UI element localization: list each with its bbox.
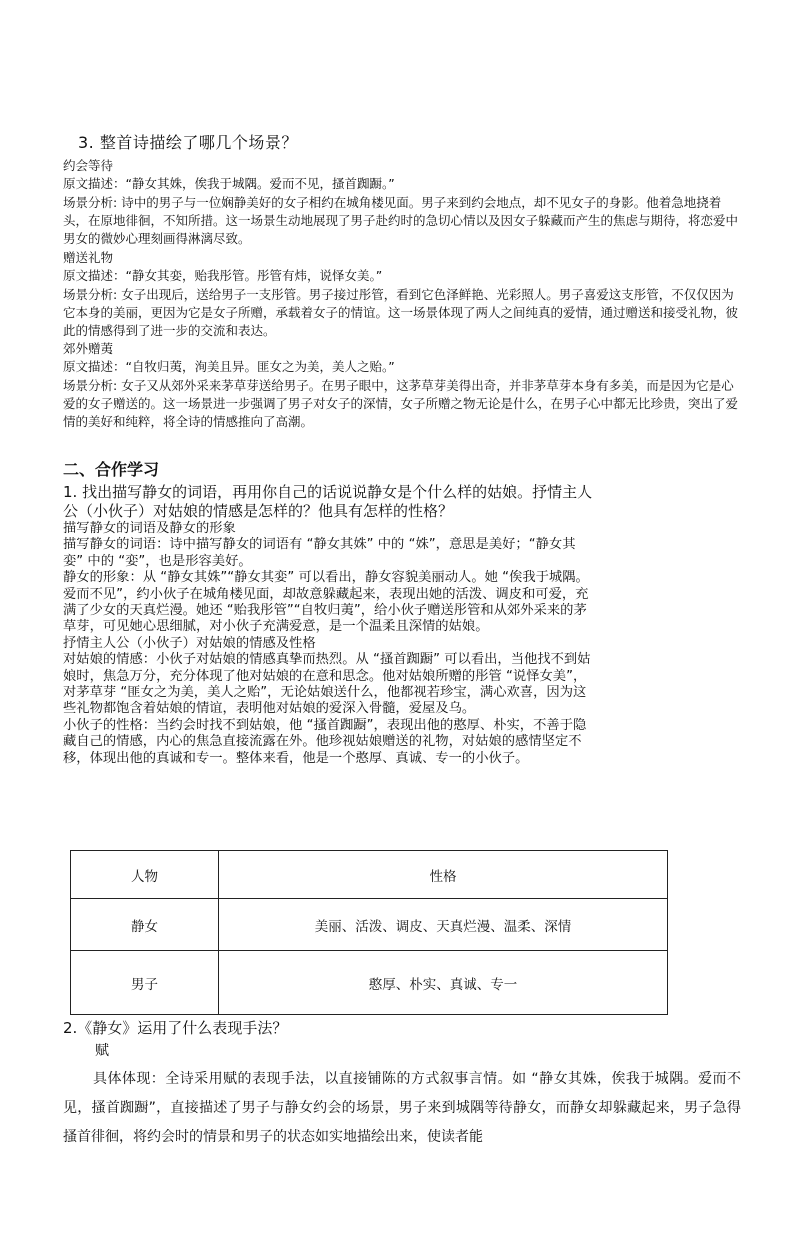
- technique-label: 赋: [95, 1043, 109, 1059]
- table-row: [71, 899, 668, 951]
- scene-analysis: [63, 286, 738, 341]
- cooperative-q1-block: [63, 483, 593, 767]
- table-header-row: [71, 851, 668, 899]
- scene-analysis: [63, 194, 738, 249]
- analysis-text: 女子出现后，送给男子一支彤管。男子接过彤管，看到它色泽鲜艳、光彩照人。男子喜爱这支彤管，不仅仅因为它本身的美丽，更因为它是女子所赠，承载着女子的情谊。这一场景体现了两人之间纯真的爱情，通过赠送和接受礼物，彼此的情感得到了进一步的交流和表达。: [63, 286, 739, 339]
- table-header-cell: 人物: [71, 851, 219, 899]
- technique-explanation: 具体体现：全诗采用赋的表现手法，以直接铺陈的方式叙事言情。如 “静女其姝，俟我于城隅。爱而不见，搔首踟蹰”，直接描述了男子与静女约会的场景，男子来到城隅等待静女，而静女却躲藏起来，男子急得搔首徘徊，将约会时的情景和男子的状态如实地描绘出来，使读者能: [63, 1071, 741, 1145]
- table-cell: 静女: [71, 899, 219, 951]
- question-1-heading: 1. 找出描写静女的词语，再用你自己的话说说静女是个什么样的姑娘。抒情主人公（小伙子）对姑娘的情感是怎样的？他具有怎样的性格？: [63, 483, 593, 520]
- quote-label: 原文描述：: [63, 359, 126, 375]
- analysis-label: 场景分析:: [63, 194, 118, 210]
- quote-label: 原文描述：: [63, 176, 126, 192]
- table-row: [71, 951, 668, 1015]
- quote-text: “静女其姝，俟我于城隅。爱而不见，搔首踟蹰。”: [125, 176, 395, 192]
- scene-title: 赠送礼物: [63, 250, 114, 265]
- character-table: [70, 850, 668, 1015]
- analysis-text: 女子又从郊外采来茅草芽送给男子。在男子眼中，这茅草芽美得出奇，并非茅草芽本身有多美，而是因为它是心爱的女子赠送的。这一场景进一步强调了男子对女子的深情，女子所赠之物无论是什么，在男子心中都无比珍贵，突出了爱情的美好和纯粹，将全诗的情感推向了高潮。: [63, 377, 739, 430]
- section-2-title: 二、合作学习: [63, 460, 160, 479]
- table-cell: 憨厚、朴实、真诚、专一: [219, 951, 668, 1015]
- paragraph: 描写静女的词语：诗中描写静女的词语有 “静女其姝” 中的 “姝”，意思是美好；“静女其娈” 中的 “娈”，也是形容美好。: [63, 537, 576, 569]
- scene-analysis: [63, 377, 738, 432]
- scene-quote: [63, 267, 738, 285]
- scene-quote: [63, 175, 738, 193]
- quote-text: “静女其娈，贻我彤管。彤管有炜，说怿女美。”: [125, 268, 383, 284]
- paragraph: 静女的形象：从 “静女其姝”“静女其娈” 可以看出，静女容貌美丽动人。她 “俟我于城隅。爱而不见”，约小伙子在城角楼见面，却故意躲藏起来，表现出她的活泼、调皮和可爱，充满了少女的天真烂漫。她还 “贻我彤管”“自牧归荑”，给小伙子赠送彤管和从郊外采来的茅草芽，可见她心思细腻，对小伙子充满爱意，是一个温柔且深情的姑娘。: [63, 570, 589, 635]
- scene-title: 约会等待: [63, 158, 114, 173]
- paragraph: 对姑娘的情感：小伙子对姑娘的情感真挚而热烈。从 “搔首踟蹰” 可以看出，当他找不到姑娘时，焦急万分，充分体现了他对姑娘的在意和思念。他对姑娘所赠的彤管 “说怿女美”，对茅草芽 “匪女之为美，美人之贻”，无论姑娘送什么，他都视若珍宝，满心欢喜，因为这些礼物都饱含着姑娘的情谊，表明他对姑娘的爱深入骨髓，爱屋及乌。: [63, 652, 591, 717]
- analysis-label: 场景分析:: [63, 377, 118, 393]
- quote-label: 原文描述：: [63, 268, 126, 284]
- analysis-text: 诗中的男子与一位娴静美好的女子相约在城角楼见面。男子来到约会地点，却不见女子的身影。他着急地挠着头，在原地徘徊，不知所措。这一场景生动地展现了男子赴约时的急切心情以及因女子躲藏而产生的焦虑与期待，将恋爱中男女的微妙心理刻画得淋漓尽致。: [63, 194, 739, 247]
- subsection-title: 抒情主人公（小伙子）对姑娘的情感及性格: [63, 635, 316, 651]
- scene-1-block: [63, 157, 738, 248]
- analysis-label: 场景分析:: [63, 286, 118, 302]
- question-3-heading: 3. 整首诗描绘了哪几个场景？: [78, 133, 298, 152]
- table-cell: 男子: [71, 951, 219, 1015]
- paragraph: 小伙子的性格：当约会时找不到姑娘，他 “搔首踟蹰”，表现出他的憨厚、朴实，不善于隐藏自己的情感，内心的焦急直接流露在外。他珍视姑娘赠送的礼物，对姑娘的感情坚定不移，体现出他的真诚和专一。整体来看，他是一个憨厚、真诚、专一的小伙子。: [63, 717, 587, 766]
- question-2-heading: 2.《静女》运用了什么表现手法？: [63, 1019, 288, 1037]
- scene-title: 郊外赠荑: [63, 341, 114, 356]
- quote-text: “自牧归荑，洵美且异。匪女之为美，美人之贻。”: [125, 359, 395, 375]
- subsection-title: 描写静女的词语及静女的形象: [63, 521, 236, 536]
- table-cell: 美丽、活泼、调皮、天真烂漫、温柔、深情: [219, 899, 668, 951]
- scene-quote: [63, 358, 738, 376]
- scene-2-block: [63, 249, 738, 340]
- table-header-cell: 性格: [219, 851, 668, 899]
- scene-3-block: [63, 340, 738, 431]
